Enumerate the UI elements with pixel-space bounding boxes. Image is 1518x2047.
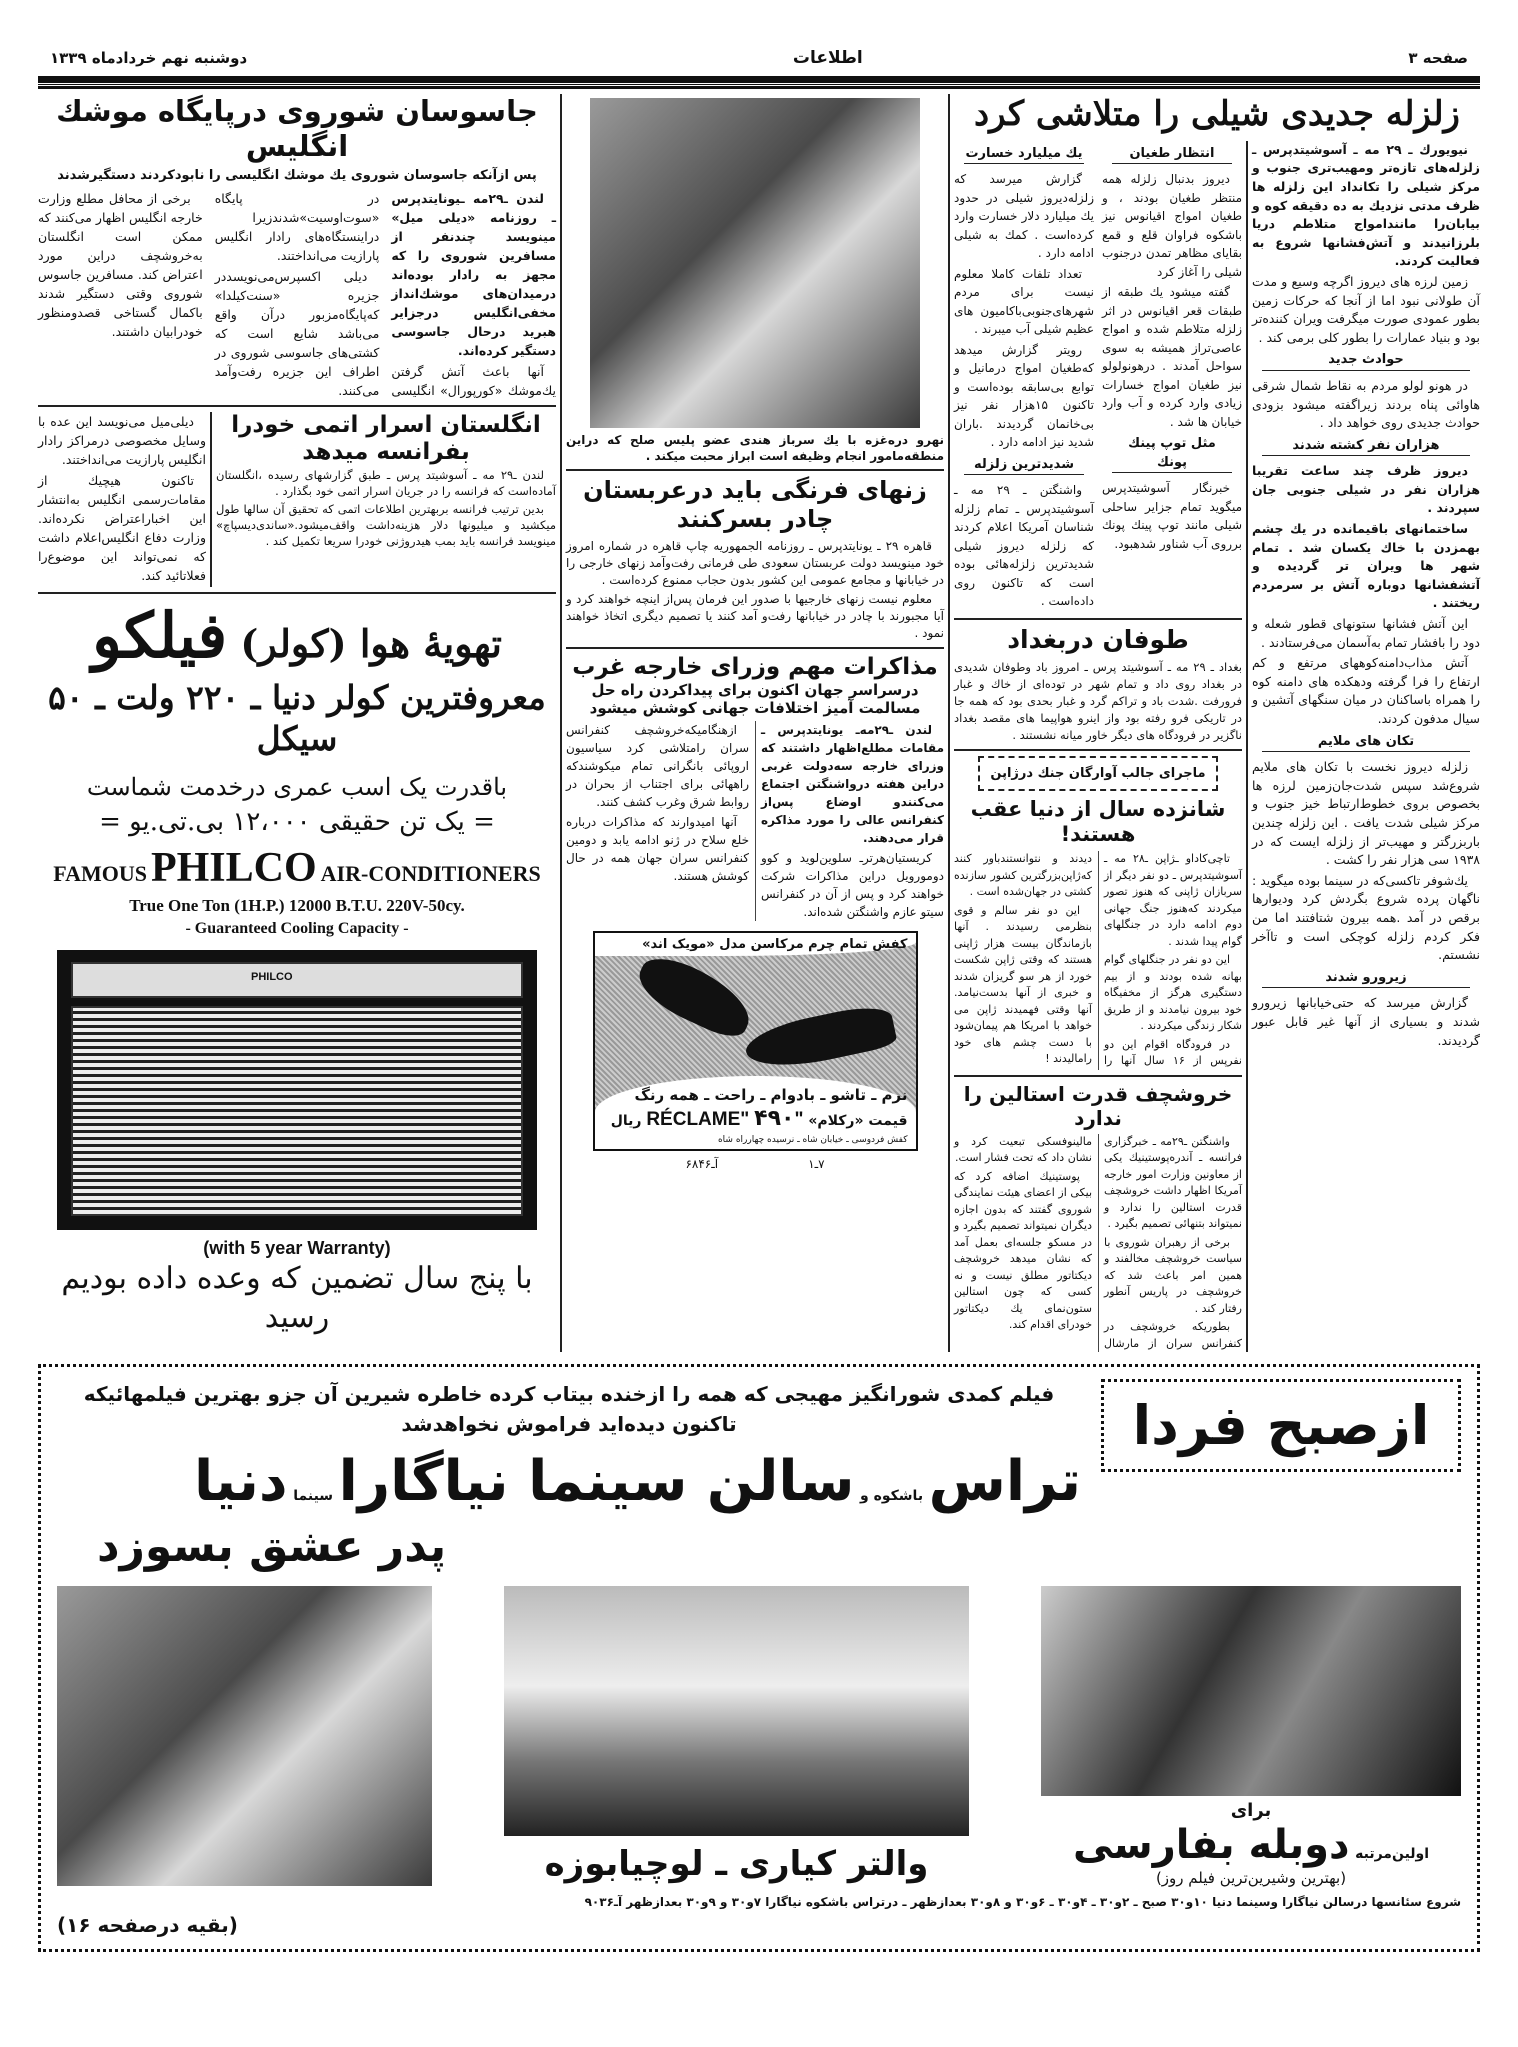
best-film: (بهترین وشیرین‌ترین فیلم روز): [1155, 1868, 1347, 1887]
quake-column-1: [1252, 141, 1480, 1352]
air-conditioner-illustration: [57, 950, 537, 1230]
paragraph: بدین ترتیب فرانسه بربهترین اطلاعات اتمی که تحقیق آن سالها طول میکشید و میلیونها دلار هزینه‌داشت واقف‌میشود.«ساندی‌دیسپاچ» مینویسد فرانسه باید بمب هیدروژنی خودرا سریعا تکمیل کند .: [216, 501, 556, 548]
ad-line: معروفترین کولر دنیا ـ ۲۲۰ ولت ـ ۵۰ سیکل: [48, 677, 546, 759]
venue-small: باشکوه و: [860, 1488, 924, 1505]
paragraph: دیروز ظرف چند ساعت تقریبا هزاران نفر در شیلی جنوبی جان سپردند .: [1252, 463, 1480, 516]
subheading: هزاران نفر کشته شدند: [1262, 437, 1470, 457]
column-divider: [948, 94, 950, 1352]
paragraph: یك‌شوفر تاکسی‌که در سینما بوده میگوید : ناگهان پرده شروع بگردش کرد ودیوارها برقص در آمد .همه بیرون شتافتند اما من فکر کردم زلزله کوچکی است و تاآخر نشستم.: [1252, 872, 1480, 963]
first-time: اولین‌مرتبه: [1355, 1845, 1430, 1862]
warranty-fa: با پنج سال تضمین که وعده داده بودیم رسید: [61, 1260, 533, 1335]
subheading: تکان های ملایم: [1262, 733, 1470, 753]
headline: خروشچف قدرت استالین را ندارد: [963, 1081, 1233, 1130]
cinema-ad: [38, 1364, 1480, 1952]
ad-line: باقدرت یک اسب عمری درخدمت شماست: [86, 773, 508, 802]
paragraph: گزارش میرسد که زلزله‌دیروز شیلی در حدود یك میلیارد دلار خسارت وارد کرده‌است . کمك به شیلی ادامه دارد .: [954, 172, 1094, 261]
article-japan: [954, 756, 1242, 1070]
ad-en-brand: PHILCO: [150, 845, 317, 892]
unit-badge: PHILCO: [251, 970, 293, 983]
reclame-label: "RÉCLAME": [646, 1109, 804, 1131]
shoe-illustration-area: [595, 956, 916, 1076]
currency: ریال: [610, 1113, 642, 1130]
paragraph: تاکنون هیچیك از مقامات‌رسمی انگلیس به‌انتشار این اخباراعتراض نکرده‌اند. وزارت دفاع انگلیس‌اعلام داشت که نمی‌تواند این موضوع‌را فعلاتائید کند.: [38, 472, 206, 583]
shoe-features: نرم ـ تاشو ـ بادوام ـ راحت ـ همه رنگ: [634, 1086, 908, 1105]
ad-line: = یک تن حقیقی ۱۲،۰۰۰ بی.تی.یو =: [99, 807, 495, 838]
film-blurb: فیلم کمدی شورانگیز مهیجی که همه را ازخنده بیتاب کرده خاطره شیرین آن جزو بهترین فیلمهائیکه تاکنون دیده‌اید فراموش نخواهدشد: [83, 1382, 1055, 1437]
column-divider: [560, 94, 562, 1352]
paragraph: دیروز بدنبال زلزله همه منتظر طغیان بودند ، و طغیان امواج اقیانوس نیز باشکوه فراوان قلع و قمع بقایای مظاهر تمدن درجنوب شیلی را آغاز کرد: [1102, 172, 1242, 279]
kicker-box: ماجرای جالب آوارگان جنك درژاپن: [978, 756, 1218, 791]
shoe-illustration: [741, 1001, 897, 1076]
paragraph: ساختمانهای باقیمانده در یك چشم بهمزدن با خاك یکسان شد . تمام شهر ها ویران تر گردیده و آتشفشانها دوباره آتش بر سرمردم ریختند .: [1252, 521, 1480, 611]
shoe-illustration: [630, 948, 760, 1044]
venue-terrace: تراس: [928, 1449, 1081, 1515]
warranty-en: (with 5 year Warranty): [203, 1237, 391, 1258]
paragraph: لندن ـ۲۹مه‌ـ یونایتدپرس ـ مقامات مطلع‌اظهار داشتند که وزرای خارجه سه‌دولت غربی دراین هفته درواشنگتن اجتماع می‌کنندو اوضاع پس‌از کنفرانس عالی را مورد مذاکره قرار می‌دهند.: [761, 723, 944, 846]
photo-caption: نهرو دره‌غزه‌ با یك سرباز هندی عضو پلیس صلح که دراین منطقه‌مامور انجام وظیفه است ابراز محبت میکند .: [566, 433, 944, 463]
paragraph: زلزله دیروز نخست با تکان های ملایم شروع‌شد سپس شدت‌جان‌زمین لرزه ها بخصوص بروی خطوط‌ارتباط خیز جنوب و مرکز شیلی شدت یافت . این زلزله چندین باربزرگتر و مهیب‌تر از زلزله ایست که در ۱۹۳۸ سی هزار نفر را کشت .: [1252, 759, 1480, 868]
paragraph: نیویورك ـ ۲۹ مه ـ آسوشیتدپرس ـ زلزله‌های تازه‌تر ومهیب‌تری جنوب و مرکز شیلی را تکانداد این زلزله ها ظرف مدتی نزدیك به ده دقیقه کوه و بیابان‌را مانندامواج متلاطم دریا بلرزانیدند و آتش‌فشانها شروع به فعالیت کردند.: [1252, 141, 1480, 269]
paragraph: پوستینیك اضافه کرد که بیکی از اعضای هیئت نمایندگی شوروی گفتند که بدون اجازه دیگران نمیتواند تصمیم بگیرد و در مسکو جلسه‌ای بعمل آمد که نشان میدهد خروشچف دیکتاتور مطلق نیست و نه‌ کسی که چون استالین ستون‌نمای یك دیکتاتور خودرای اقدام کند.: [954, 1169, 1092, 1332]
paragraph: تاچی‌کاداو ـژاپن ـ۲۸ مه ـ آسوشیتدپرس ـ دو نفر دیگر از سربازان ژاپنی که هنوز تصور میکردند که‌هنوز جنگ جهانی دوم ادامه دارد در جنگلهای گوام پیدا شدند .: [1104, 852, 1242, 948]
venue-donya: دنیا: [193, 1449, 288, 1515]
subheading: زیرورو شدند: [1262, 969, 1470, 989]
film-title: پدر عشق بسوزد: [97, 1521, 447, 1573]
divider: [954, 749, 1242, 751]
paragraph: لندن ـ۲۹مه ـیونایتدپرس ـ روزنامه «دیلی میل» مینویسد چندنفر از مسافرین شوروی را که مجهز به رادار بوده‌اند درمیدان‌های موشك‌انداز مخفی‌انگلیس درجزایر هبرید درحال جاسوسی دستگیر کرده‌اند.: [391, 190, 556, 358]
article-spy: [38, 94, 556, 400]
headline: زلزله جدیدی شیلی را متلاشی کرد: [974, 94, 1460, 134]
store-address: کفش فردوسی ـ خیابان شاه ـ نرسیده چهارراه شاه: [717, 1134, 908, 1145]
film-still-left: [57, 1586, 432, 1886]
ad-guarantee: - Guaranteed Cooling Capacity -: [185, 919, 409, 937]
subheading: انتظار طغیان: [1112, 145, 1232, 165]
paragraph: قاهره ۲۹ ـ یونایتدپرس ـ روزنامه الجمهوریه چاپ قاهره در شماره امروز خود مینویسد دولت عربستان سعودی طی فرمانی رفت‌وآمد زنهای خارجی را در خیابانها و مجامع عمومی این کشور بدون حجاب ممنوع کرده‌است .: [566, 538, 944, 587]
philco-ad: [38, 599, 556, 1337]
paragraph: خبرنگار آسوشیتدپرس میگوید تمام جزایر ساحلی شیلی مانند توپ پینك پونك برروی آب شناور شدهبود.: [1102, 481, 1242, 551]
left-column: [38, 94, 556, 1352]
price-label: قیمت «رکلام»: [808, 1113, 908, 1130]
cinema-left-block: [57, 1586, 432, 1886]
venue-line: [57, 1447, 1081, 1517]
article-ministers: [566, 654, 944, 922]
ad-spec: True One Ton (1H.P.) 12000 B.T.U. 220V-50cy.: [129, 895, 465, 915]
article-spy-continued: [38, 412, 206, 587]
ad-code: ۷ـ۱: [808, 1156, 825, 1171]
headline: انگلستان اسرار اتمی خودرا: [231, 411, 541, 438]
headline: جاسوسان شوروی درپایگاه موشك انگلیس: [56, 94, 538, 163]
news-section: [38, 94, 1480, 1352]
dubbed-for: برای: [1230, 1799, 1272, 1821]
venue-small: سینما: [293, 1488, 334, 1505]
film-still-right: [1041, 1586, 1461, 1796]
paragraph: دیلی‌میل می‌نویسد این عده با وسایل مخصوصی درمراکز رادار انگلیس پارازیت می‌انداختند.: [38, 413, 206, 467]
paragraph: برخی از محافل مطلع وزارت خارجه انگلیس اظهار می‌کنند که ممکن است انگلستان به‌خروشچف دراین مورد اعتراض کند. مسافرین جاسوس شوروی وقتی دستگیر شدند باکمال گستاخی قصدومنظور خودرابیان داشتند.: [38, 190, 203, 339]
dubbed: دوبله بفارسی: [1072, 1821, 1350, 1868]
paragraph: برخی از رهبران شوروی با سیاست خروشچف مخالفند و همین امر باعث شد که خروشچف در پاریس آنطور رفتار کند .: [1104, 1235, 1242, 1315]
subheading: مثل توپ پینك پونك: [1112, 435, 1232, 473]
column-divider: [210, 412, 212, 587]
cinema-center-block: [504, 1586, 969, 1884]
film-stars: والتر کیاری ـ لوچیابوزه: [544, 1843, 929, 1884]
paragraph: زمین لرزه های دیروز اگرچه وسیع و مدت آن طولانی نبود اما از آنجا که حرکات زمین بطور عمودی صورت میگرفت ویران کننده‌تر بود و بنیاد عمارات را بطور کلی برمی کند .: [1252, 273, 1480, 345]
article-baghdad: [954, 625, 1242, 744]
divider: [954, 1075, 1242, 1077]
paragraph: گفته میشود یك طبقه از طبقات قعر اقیانوس در اثر زلزله متلاطم شده و امواج عاصی‌تراز همیشه به سوی سواحل آمدند . درهونولولو نیز طغیان امواج خسارات زیادی وارد کرده و آب وارد خیابان ها شد .: [1102, 285, 1242, 429]
headline: مذاکرات مهم وزرای خارجه غرب: [572, 653, 938, 680]
paragraph: ازهنگامیکه‌خروشچف کنفرانس سران رامتلاشی کرد سیاسیون اروپائی بانگرانی تمام میکوشندکه راههائی برای اجتناب از بحران در روابط شرق وغرب کشف کنند.: [566, 723, 749, 810]
divider: [566, 647, 944, 649]
paragraph: آنها باعث آتش گرفتن یك‌موشك «کورپورال» انگلیسی در پایگاه «سوت‌اوسیت»شدندزیرا دراینستگاه‌های رادار انگلیس پارازیت می‌انداختند.: [214, 190, 556, 398]
from-tomorrow: ازصبح فردا: [1132, 1394, 1430, 1458]
paragraph: در فرودگاه اقوام این دو نفرپس از ۱۶ سال آنها را دیدند و نتوانستندباور کنند که‌ژاپن‌بزرگترین کشور سازنده کشتی در جهان‌شده است .: [954, 852, 1242, 1068]
continued-note: (بقیه درصفحه ۱۶): [57, 1912, 238, 1937]
article-khrushchev: [954, 1082, 1242, 1353]
lead: پس ازآنكه جاسوسان شوروی یك موشك انگلیسی را نابودكردند دستگیرشدند: [57, 167, 537, 183]
shoe-headline: کفش تمام چرم مرکاسن مدل «مویک اند»: [595, 933, 916, 956]
paragraph: معلوم نیست زنهای خارجیها با صدور این فرمان پس‌از اینچه خواهند کرد و آیا مجبورند با چادر در خیابانها رفت‌و آمد کنند یا تصمیم دیگری اتخاذ خواهند نمود .: [566, 591, 944, 640]
paragraph: این دو نفر در جنگلهای گوام بهانه شده بودند و از بیم دستگیری هرگز از مخفیگاه خود بیرون نیامدند و از طریق شکار زندگی میکردند .: [1104, 953, 1242, 1033]
quake-column-2: [1102, 141, 1242, 613]
film-still-center: [504, 1586, 969, 1836]
from-tomorrow-box: [1101, 1379, 1461, 1472]
ad-code: آـ۶۸۴۶: [685, 1156, 719, 1171]
divider: [954, 618, 1242, 620]
divider: [566, 469, 944, 471]
article-women: [566, 476, 944, 642]
paragraph: این آتش فشانها ستونهای قطور شعله و دود را بافشار تمام به‌آسمان می‌فرستادند .: [1252, 616, 1480, 650]
headline: زنهای فرنگی باید درعربستان چادر بسرکنند: [583, 476, 927, 533]
shoe-ad: [593, 931, 918, 1151]
paragraph: آنها امیدوارند که مذاکرات درباره خلع سلاح در ژنو ادامه یابد و دومین کنفرانس سران جهان همه در حال کوشش هستند.: [566, 815, 749, 884]
paragraph: این دو نفر سالم و قوی بنظرمی رسیدند . آنها بازماندگان بیست هزار ژاپنی هستند که وقتی ژاپن شکست خورد از هر سو گریزان شدند و خبری از آنها بدست‌نیامد. آنها وقتی فهمیدند ژاپن می خواهد با امریکا هم پیمان‌شود با دست چشم های خود رامالیدند !: [954, 903, 1092, 1066]
paragraph: کریستیان‌هرتر‌ـ سلوین‌لوید و کوو دومورویل دراین مذاکرات شرکت خواهند کرد و پس از آن در کنفرانس سیتو عازم واشنگتن شده‌اند.: [761, 851, 944, 920]
paragraph: بطوریکه خروشچف در کنفرانس سران از مارشال مالینوفسکی تبعیت کرد و نشان داد که تحت فشار است.: [954, 1134, 1242, 1350]
divider: [38, 592, 556, 594]
right-column-left-block: [954, 141, 1242, 1352]
paragraph: رویتر گزارش میدهد که‌طغیان امواج درمانیل و توابع بی‌سابقه بوده‌است و تاکنون ۱۵هزار نفر نیز بی‌خانمان گردیدند .باران شدید نیز ادامه دارد .: [954, 342, 1094, 450]
ad-en: AIR-CONDITIONERS: [320, 861, 541, 887]
venue-niagara: سالن سینما نیاگارا: [338, 1449, 855, 1515]
paragraph: واشنگتن ـ۲۹مه ـ خبرگزاری فرانسه ـ آندره‌پوستینیك یکی از معاونین وزارت امور خارجه آمریکا اظهار داشت خروشچف قدرت استالین را ندارد و نمیتواند بتنهائی تصمیم بگیرد .: [1104, 1134, 1242, 1231]
paragraph: واشنگتن ـ ۲۹ مه ـ آسوشیتدپرس ـ تمام زلزله شناسان آمریکا اعلام کردند که زلزله دیروز شیلی شدیدترین زلزله‌هائی بوده است که تاکنون روی داده‌است .: [954, 483, 1094, 609]
column-divider: [1246, 141, 1248, 1352]
header-rule: [38, 76, 1480, 86]
subheadline: درسراسر جهان اکنون برای پیداکردن راه حل مسالمت آمیز اختلافات جهانی کوشش میشود: [589, 681, 921, 718]
cinema-right-block: [1041, 1586, 1461, 1887]
headline: بفرانسه میدهد: [302, 439, 470, 466]
ad-en: FAMOUS: [53, 861, 147, 887]
middle-column: [566, 94, 944, 1352]
headline: طوفان دربغداد: [1007, 624, 1189, 654]
paragraph: آتش مذاب‌دامنه‌کوههای مرتفع و کم ارتفاع را فرا گرفته ودهکده های دامنه کوه را همراه باساکنان در میان سنگهای آتشین و سیال مدفون کردند.: [1252, 655, 1480, 727]
headline: شانزده سال از دنیا عقب هستند!: [970, 796, 1226, 846]
paragraph: بغداد ـ ۲۹ مه ـ آسوشیتد پرس ـ امروز باد وطوفان شدیدی در بغداد روی داد و تمام شهر در توده‌ای از خاك و غبار فرورفت .شدت باد و تراکم گرد و غبار بحدی بود که همه جا در تاریکی فرو رفته بود واز اینرو هواپیما های مقصد بغداد ناگزیر در فرودگاه های دیگر خاور میانه نشستند .: [954, 659, 1243, 742]
subheading: یك میلیارد خسارت: [964, 145, 1084, 165]
paragraph: گزارش میرسد که حتی‌خیابانها زیرورو شدند و بسیاری از آنها غیر قابل عبور گردیدند.: [1252, 995, 1480, 1048]
quake-column-3: [954, 141, 1094, 613]
subheading: شدیدترین زلزله: [964, 456, 1084, 476]
paragraph: دیلی اکسپرس‌می‌نویسددر جزیره «سنت‌کیلدا» که‌پایگاه‌مزبور درآن واقع می‌باشد شایع است که کشتی‌های جاسوسی شوروی در اطراف این جزیره رفت‌وآمد می‌کنند.: [214, 268, 380, 398]
article-atomic: [216, 412, 556, 587]
paragraph: در هونو لولو مردم به نقاط شمال شرقی هاوائی پناه بردند زیراگفته میشود بزودی حوادث جدیدی روی خواهد داد .: [1252, 377, 1480, 431]
paragraph: تعداد تلفات کاملا معلوم نیست برای مردم شهرهای‌جنوبی‌باکامیون های عظیم شیلی آب میبرند .: [954, 266, 1094, 337]
paragraph: لندن ـ۲۹ مه ـ آسوشیتد پرس ـ طبق گزارشهای رسیده ،انگلستان آماده‌است که فرانسه را در جریان اسرار اتمی خود بگذارد .: [216, 467, 556, 498]
showtimes: شروع سئانسها درسالن نیاگارا وسینما دنیا ۱۰و۳۰ صبح ـ ۲و۳۰ ـ ۴و۳۰ ـ ۶و۳۰ و ۸و۳۰ بعدازظهر ـ درتراس باشکوه نیاگارا ۷و۳۰ و ۹و۳۰ بعدازظهر آـ۹۰۳۶: [584, 1894, 1461, 1909]
cinema-headline-block: [57, 1379, 1081, 1574]
issue-date: دوشنبه نهم خردادماه ۱۳۳۹: [50, 49, 248, 67]
ad-line: تهویۀ هوا (کولر): [240, 620, 502, 666]
brand-name: فیلکو: [92, 598, 228, 672]
right-column: [954, 94, 1480, 1352]
nehru-photo: [590, 98, 920, 428]
page-number: صفحه ۳: [1408, 49, 1468, 67]
masthead-title: اطلاعات: [792, 48, 863, 68]
subheading: حوادث جدید: [1262, 351, 1470, 371]
page-header: [38, 0, 1480, 76]
divider: [38, 405, 556, 407]
price: ۴۹۰: [754, 1106, 795, 1132]
